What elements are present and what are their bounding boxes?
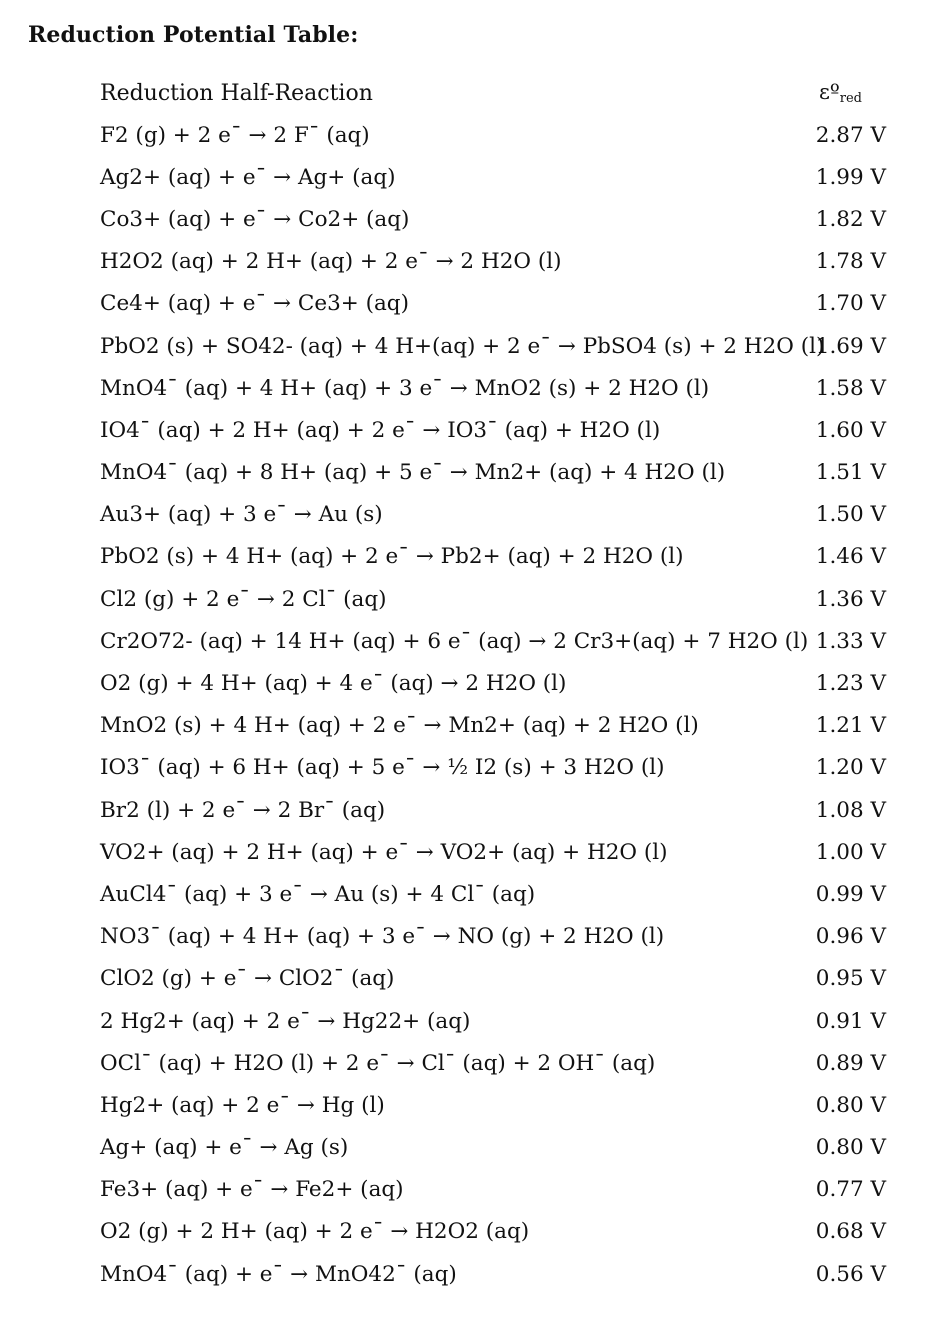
half-reaction: MnO2 (s) + 4 H+ (aq) + 2 e¯ → Mn2+ (aq) + 2 H2O (l)	[100, 713, 699, 739]
table-body	[100, 114, 886, 1295]
table-row	[100, 114, 886, 156]
half-reaction: Cl2 (g) + 2 e¯ → 2 Cl¯ (aq)	[100, 586, 387, 612]
potential-symbol: εº	[819, 80, 840, 104]
half-reaction: Ce4+ (aq) + e¯ → Ce3+ (aq)	[100, 291, 409, 317]
header-reaction-label: Reduction Half-Reaction	[100, 80, 373, 106]
table-row	[100, 1253, 886, 1295]
page-title: Reduction Potential Table:	[28, 22, 359, 48]
table-row	[100, 958, 886, 1000]
table-row	[100, 409, 886, 451]
half-reaction: Au3+ (aq) + 3 e¯ → Au (s)	[100, 502, 383, 528]
reduction-potential-value: 2.87 V	[815, 122, 886, 148]
reduction-potential-value: 0.89 V	[815, 1050, 886, 1076]
reduction-potential-value: 1.20 V	[815, 755, 886, 781]
reduction-potential-value: 1.82 V	[815, 206, 886, 232]
table-row	[100, 916, 886, 958]
reduction-potential-value: 0.96 V	[815, 924, 886, 950]
table-row	[100, 1127, 886, 1169]
table-row	[100, 662, 886, 704]
reduction-potential-value: 0.56 V	[815, 1261, 886, 1287]
table-row	[100, 1042, 886, 1084]
half-reaction: ClO2 (g) + e¯ → ClO2¯ (aq)	[100, 966, 395, 992]
table-row	[100, 1000, 886, 1042]
reduction-potential-value: 0.99 V	[815, 881, 886, 907]
half-reaction: IO4¯ (aq) + 2 H+ (aq) + 2 e¯ → IO3¯ (aq) + H2O (l)	[100, 417, 661, 443]
reduction-potential-value: 1.58 V	[815, 375, 886, 401]
table-row	[100, 452, 886, 494]
table-row	[100, 1211, 886, 1253]
reduction-potential-value: 1.78 V	[815, 249, 886, 275]
half-reaction: PbO2 (s) + 4 H+ (aq) + 2 e¯ → Pb2+ (aq) + 2 H2O (l)	[100, 544, 684, 570]
reduction-potential-value: 1.46 V	[815, 544, 886, 570]
half-reaction: MnO4¯ (aq) + 4 H+ (aq) + 3 e¯ → MnO2 (s) + 2 H2O (l)	[100, 375, 710, 401]
table-row	[100, 156, 886, 198]
table-row	[100, 536, 886, 578]
reduction-potential-value: 1.23 V	[815, 671, 886, 697]
half-reaction: OCl¯ (aq) + H2O (l) + 2 e¯ → Cl¯ (aq) + 2 OH¯ (aq)	[100, 1050, 656, 1076]
half-reaction: VO2+ (aq) + 2 H+ (aq) + e¯ → VO2+ (aq) + H2O (l)	[100, 839, 668, 865]
table-row	[100, 367, 886, 409]
table-row	[100, 620, 886, 662]
reduction-potential-value: 1.99 V	[815, 164, 886, 190]
half-reaction: MnO4¯ (aq) + 8 H+ (aq) + 5 e¯ → Mn2+ (aq) + 4 H2O (l)	[100, 460, 726, 486]
reduction-potential-value: 0.77 V	[815, 1177, 886, 1203]
header-potential-label	[819, 80, 862, 106]
table-row	[100, 494, 886, 536]
half-reaction: Cr2O72- (aq) + 14 H+ (aq) + 6 e¯ (aq) → 2 Cr3+(aq) + 7 H2O (l)	[100, 628, 809, 654]
table-row	[100, 325, 886, 367]
table-row	[100, 578, 886, 620]
half-reaction: Hg2+ (aq) + 2 e¯ → Hg (l)	[100, 1092, 385, 1118]
half-reaction: O2 (g) + 2 H+ (aq) + 2 e¯ → H2O2 (aq)	[100, 1219, 530, 1245]
half-reaction: MnO4¯ (aq) + e¯ → MnO42¯ (aq)	[100, 1261, 457, 1287]
reduction-potential-value: 1.33 V	[815, 628, 886, 654]
table-row	[100, 1084, 886, 1126]
potential-subscript: red	[839, 91, 862, 106]
table-row	[100, 283, 886, 325]
half-reaction: Ag+ (aq) + e¯ → Ag (s)	[100, 1135, 349, 1161]
reduction-potential-value: 1.00 V	[815, 839, 886, 865]
half-reaction: PbO2 (s) + SO42- (aq) + 4 H+(aq) + 2 e¯ → PbSO4 (s) + 2 H2O (l)	[100, 333, 825, 359]
half-reaction: Br2 (l) + 2 e¯ → 2 Br¯ (aq)	[100, 797, 386, 823]
table-header	[100, 72, 886, 114]
half-reaction: AuCl4¯ (aq) + 3 e¯ → Au (s) + 4 Cl¯ (aq)	[100, 881, 536, 907]
reduction-potential-value: 1.51 V	[815, 460, 886, 486]
reduction-potential-value: 0.80 V	[815, 1135, 886, 1161]
table-row	[100, 1169, 886, 1211]
table-row	[100, 789, 886, 831]
half-reaction: Fe3+ (aq) + e¯ → Fe2+ (aq)	[100, 1177, 404, 1203]
half-reaction: Co3+ (aq) + e¯ → Co2+ (aq)	[100, 206, 410, 232]
half-reaction: IO3¯ (aq) + 6 H+ (aq) + 5 e¯ → ½ I2 (s) + 3 H2O (l)	[100, 755, 665, 781]
half-reaction: Ag2+ (aq) + e¯ → Ag+ (aq)	[100, 164, 396, 190]
table-row	[100, 198, 886, 240]
reduction-potential-value: 1.50 V	[815, 502, 886, 528]
table-row	[100, 873, 886, 915]
reduction-potential-value: 1.36 V	[815, 586, 886, 612]
half-reaction: 2 Hg2+ (aq) + 2 e¯ → Hg22+ (aq)	[100, 1008, 471, 1034]
table-row	[100, 241, 886, 283]
half-reaction: NO3¯ (aq) + 4 H+ (aq) + 3 e¯ → NO (g) + 2 H2O (l)	[100, 924, 665, 950]
reduction-potential-value: 0.68 V	[815, 1219, 886, 1245]
half-reaction: H2O2 (aq) + 2 H+ (aq) + 2 e¯ → 2 H2O (l)	[100, 249, 562, 275]
reduction-potential-value: 1.21 V	[815, 713, 886, 739]
reduction-potential-value: 0.95 V	[815, 966, 886, 992]
reduction-potential-value: 0.80 V	[815, 1092, 886, 1118]
table-row	[100, 831, 886, 873]
table-row	[100, 705, 886, 747]
reduction-potential-value: 1.60 V	[815, 417, 886, 443]
reduction-potential-value: 1.08 V	[815, 797, 886, 823]
table-row	[100, 747, 886, 789]
half-reaction: O2 (g) + 4 H+ (aq) + 4 e¯ (aq) → 2 H2O (l)	[100, 671, 567, 697]
reduction-potential-value: 0.91 V	[815, 1008, 886, 1034]
half-reaction: F2 (g) + 2 e¯ → 2 F¯ (aq)	[100, 122, 370, 148]
reduction-potential-value: 1.69 V	[815, 333, 886, 359]
reduction-potential-table	[100, 72, 886, 1295]
reduction-potential-value: 1.70 V	[815, 291, 886, 317]
